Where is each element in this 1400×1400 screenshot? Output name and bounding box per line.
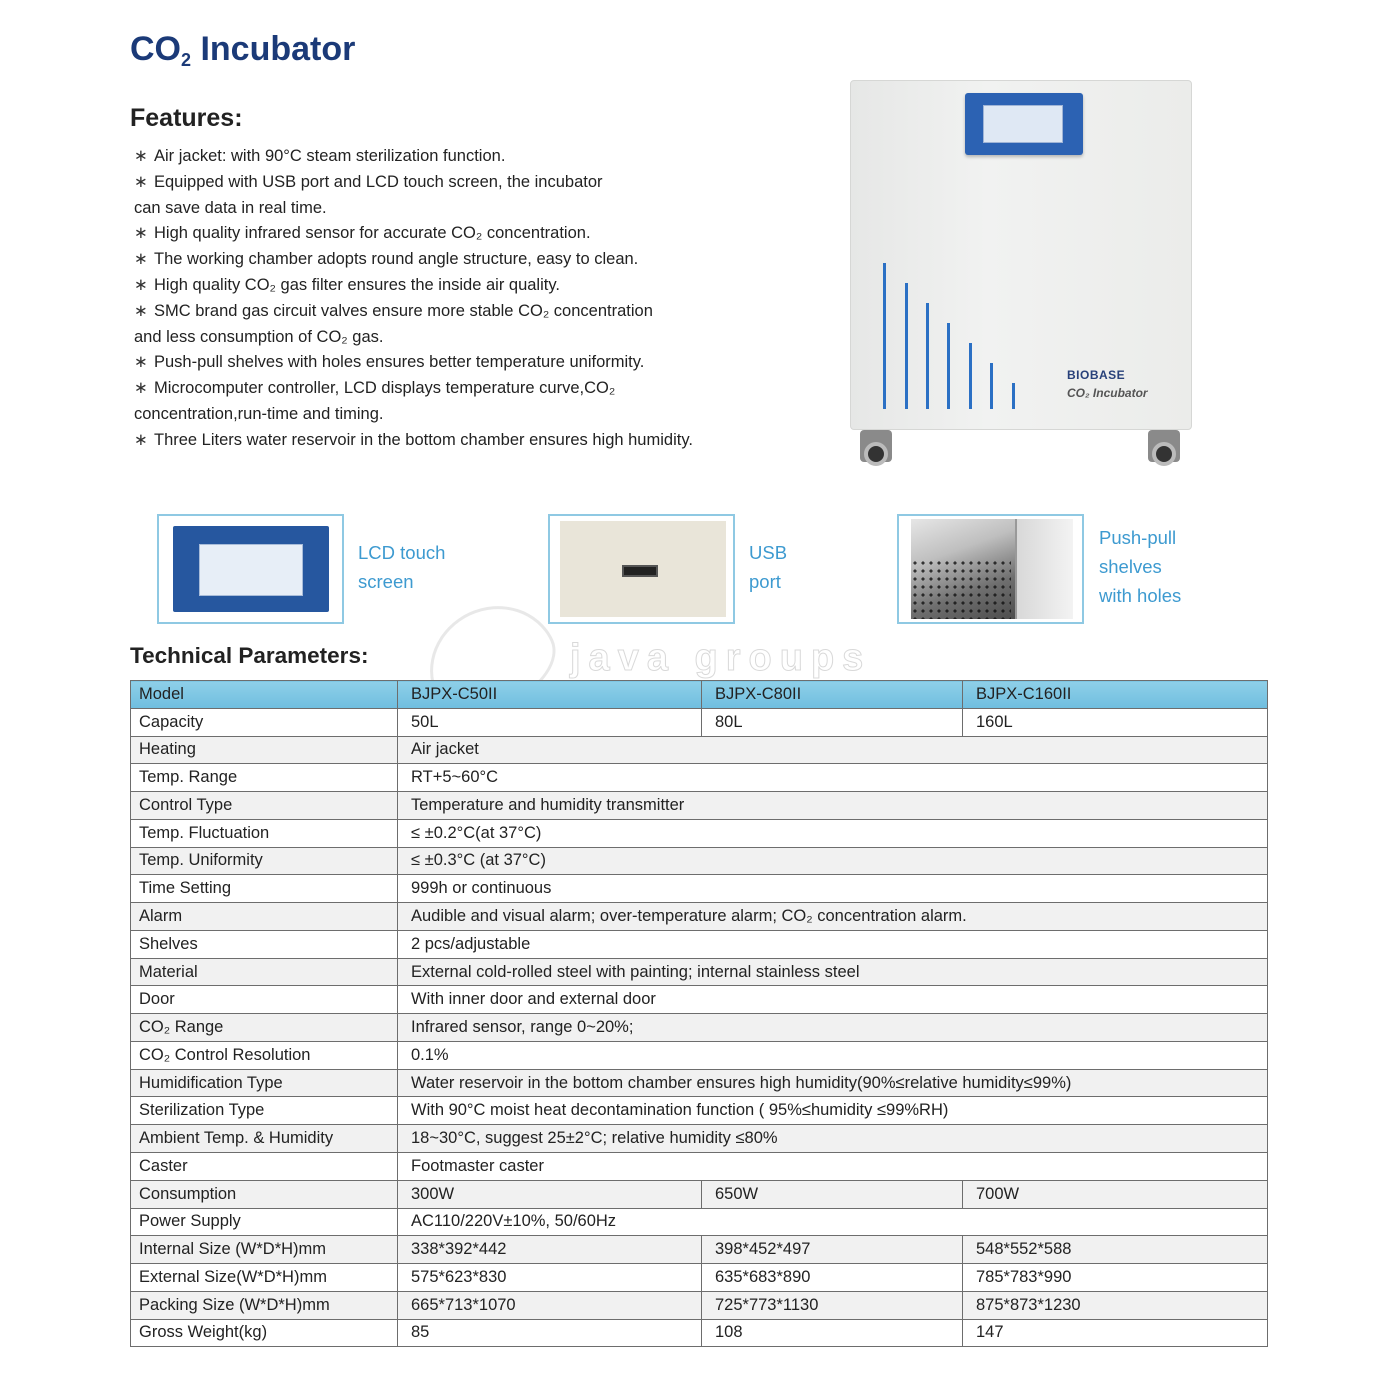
feature-item (134, 299, 824, 351)
feature-text: concentration,run-time and timing. (134, 404, 384, 423)
parameter-label: CO₂ Range (131, 1014, 398, 1042)
parameter-label: Temp. Fluctuation (131, 819, 398, 847)
parameter-value: 548*552*588 (963, 1236, 1268, 1264)
table-row (131, 1208, 1268, 1236)
feature-text: Three Liters water reservoir in the bottom chamber ensures high humidity. (154, 430, 693, 449)
table-row (131, 847, 1268, 875)
table-row (131, 1264, 1268, 1292)
parameter-label: Humidification Type (131, 1069, 398, 1097)
parameter-value: 108 (702, 1319, 963, 1347)
parameter-label: Ambient Temp. & Humidity (131, 1125, 398, 1153)
table-row (131, 903, 1268, 931)
wheel-icon (864, 442, 888, 466)
parameter-label: External Size(W*D*H)mm (131, 1264, 398, 1292)
parameter-value: 700W (963, 1180, 1268, 1208)
asterisk-icon: ∗ (134, 301, 148, 320)
table-row (131, 930, 1268, 958)
table-row (131, 1014, 1268, 1042)
parameter-value: AC110/220V±10%, 50/60Hz (398, 1208, 1268, 1236)
asterisk-icon: ∗ (134, 275, 148, 294)
parameter-value: 338*392*442 (398, 1236, 702, 1264)
parameter-label: Caster (131, 1153, 398, 1181)
parameter-value: 18~30°C, suggest 25±2°C; relative humidity ≤80% (398, 1125, 1268, 1153)
usb-port-image (548, 514, 735, 624)
feature-text: High quality CO₂ gas filter ensures the inside air quality. (154, 275, 560, 294)
parameter-label: Capacity (131, 708, 398, 736)
parameter-value: 725*773*1130 (702, 1291, 963, 1319)
parameter-label: Temp. Range (131, 764, 398, 792)
table-row (131, 1153, 1268, 1181)
parameter-value: 80L (702, 708, 963, 736)
table-row (131, 736, 1268, 764)
feature-text: SMC brand gas circuit valves ensure more stable CO₂ concentration (154, 301, 653, 320)
table-row (131, 1125, 1268, 1153)
features-heading: Features: (130, 104, 243, 132)
feature-text: and less consumption of CO₂ gas. (134, 327, 384, 346)
parameter-label: Control Type (131, 792, 398, 820)
parameter-label: Heating (131, 736, 398, 764)
parameter-value: 999h or continuous (398, 875, 1268, 903)
table-row (131, 1097, 1268, 1125)
asterisk-icon: ∗ (134, 224, 148, 243)
asterisk-icon: ∗ (134, 430, 148, 449)
parameter-label: Gross Weight(kg) (131, 1319, 398, 1347)
parameter-label: Alarm (131, 903, 398, 931)
parameter-value: Infrared sensor, range 0~20%; (398, 1014, 1268, 1042)
asterisk-icon: ∗ (134, 172, 148, 191)
parameter-value: 0.1% (398, 1041, 1268, 1069)
lcd-touch-screen-image (157, 514, 344, 624)
parameter-value: ≤ ±0.3°C (at 37°C) (398, 847, 1268, 875)
asterisk-icon: ∗ (134, 379, 148, 398)
parameter-value: 785*783*990 (963, 1264, 1268, 1292)
highlight-label-lcd: LCD touch screen (358, 542, 446, 592)
parameter-label: Sterilization Type (131, 1097, 398, 1125)
feature-text: The working chamber adopts round angle structure, easy to clean. (154, 250, 639, 269)
parameter-value: 650W (702, 1180, 963, 1208)
table-row (131, 1319, 1268, 1347)
parameter-label: Power Supply (131, 1208, 398, 1236)
feature-text: can save data in real time. (134, 198, 327, 217)
table-row (131, 958, 1268, 986)
asterisk-icon: ∗ (134, 250, 148, 269)
parameter-value: With 90°C moist heat decontamination function ( 95%≤humidity ≤99%RH) (398, 1097, 1268, 1125)
shelves-image (897, 514, 1084, 624)
technical-parameters-heading: Technical Parameters: (130, 643, 369, 668)
parameter-value: With inner door and external door (398, 986, 1268, 1014)
watermark: java groups (570, 637, 872, 679)
parameter-label: Packing Size (W*D*H)mm (131, 1291, 398, 1319)
feature-item (134, 350, 824, 376)
parameter-value: 575*623*830 (398, 1264, 702, 1292)
header-cell: BJPX-C50II (398, 681, 702, 709)
parameter-value: External cold-rolled steel with painting; internal stainless steel (398, 958, 1268, 986)
parameter-value: 147 (963, 1319, 1268, 1347)
parameter-value: 398*452*497 (702, 1236, 963, 1264)
parameter-value: 2 pcs/adjustable (398, 930, 1268, 958)
highlight-label-shelves: Push-pull shelves with holes (1099, 527, 1182, 606)
incubator-cabinet (850, 80, 1192, 430)
parameter-value: Air jacket (398, 736, 1268, 764)
table-row (131, 875, 1268, 903)
parameter-value: Footmaster caster (398, 1153, 1268, 1181)
table-row (131, 1069, 1268, 1097)
feature-item (134, 428, 824, 454)
feature-text: High quality infrared sensor for accurate CO₂ concentration. (154, 224, 591, 243)
feature-text: Microcomputer controller, LCD displays temperature curve,CO₂ (154, 379, 616, 398)
brand-label: BIOBASE (1067, 368, 1126, 382)
header-cell: BJPX-C80II (702, 681, 963, 709)
highlight-label-usb: USB port (749, 542, 788, 592)
table-row (131, 1291, 1268, 1319)
asterisk-icon: ∗ (134, 353, 148, 372)
table-row (131, 986, 1268, 1014)
features-list (134, 144, 824, 454)
parameter-value: 635*683*890 (702, 1264, 963, 1292)
feature-item (134, 221, 824, 247)
table-row (131, 792, 1268, 820)
feature-text: Equipped with USB port and LCD touch screen, the incubator (154, 172, 603, 191)
table-row (131, 1180, 1268, 1208)
asterisk-icon: ∗ (134, 147, 148, 165)
parameter-value: 875*873*1230 (963, 1291, 1268, 1319)
feature-item (134, 376, 824, 428)
parameter-value: RT+5~60°C (398, 764, 1268, 792)
feature-text: Push-pull shelves with holes ensures better temperature uniformity. (154, 353, 645, 372)
parameter-label: Internal Size (W*D*H)mm (131, 1236, 398, 1264)
table-row (131, 1041, 1268, 1069)
table-header-row (131, 681, 1268, 709)
parameter-value: 300W (398, 1180, 702, 1208)
parameter-value: 160L (963, 708, 1268, 736)
specifications-table (130, 680, 1268, 1347)
table-row (131, 819, 1268, 847)
parameter-value: 50L (398, 708, 702, 736)
parameter-value: ≤ ±0.2°C(at 37°C) (398, 819, 1268, 847)
feature-item (134, 273, 824, 299)
feature-item (134, 144, 824, 170)
parameter-label: Temp. Uniformity (131, 847, 398, 875)
parameter-value: Temperature and humidity transmitter (398, 792, 1268, 820)
feature-text: Air jacket: with 90°C steam sterilization function. (154, 147, 506, 165)
model-label: CO₂ Incubator (1067, 386, 1148, 400)
parameter-label: Material (131, 958, 398, 986)
table-row (131, 708, 1268, 736)
parameter-label: Time Setting (131, 875, 398, 903)
feature-item (134, 247, 824, 273)
usb-icon (622, 565, 658, 577)
parameter-label: CO₂ Control Resolution (131, 1041, 398, 1069)
table-row (131, 1236, 1268, 1264)
header-cell: BJPX-C160II (963, 681, 1268, 709)
feature-item (134, 170, 824, 222)
control-panel-screen (965, 93, 1083, 155)
parameter-value: Water reservoir in the bottom chamber ensures high humidity(90%≤relative humidity≤99%) (398, 1069, 1268, 1097)
table-row (131, 764, 1268, 792)
wheel-icon (1152, 442, 1176, 466)
parameter-value: 85 (398, 1319, 702, 1347)
page-title: $CO_2$ Incubator (130, 30, 356, 70)
parameter-value: Audible and visual alarm; over-temperature alarm; CO₂ concentration alarm. (398, 903, 1268, 931)
header-cell: Model (131, 681, 398, 709)
parameter-label: Shelves (131, 930, 398, 958)
parameter-label: Door (131, 986, 398, 1014)
parameter-value: 665*713*1070 (398, 1291, 702, 1319)
parameter-label: Consumption (131, 1180, 398, 1208)
incubator-product-image (848, 80, 1194, 472)
